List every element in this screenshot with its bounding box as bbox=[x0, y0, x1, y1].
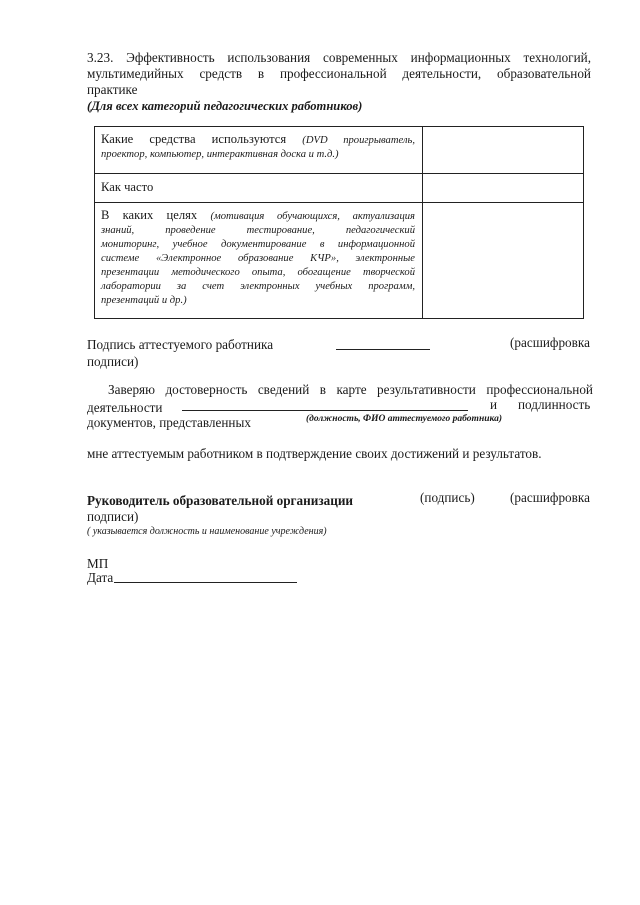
certification-line-2-start: деятельности bbox=[87, 400, 163, 415]
certification-line-1: Заверяю достоверность сведений в карте результативности профессиональной bbox=[108, 382, 593, 397]
head-title: Руководитель образовательной организации bbox=[87, 493, 354, 508]
technology-usage-table bbox=[94, 126, 584, 319]
section-title-line-3: практике bbox=[87, 82, 138, 97]
row-note: проектор, компьютер, интерактивная доска и т.д.) bbox=[101, 149, 339, 160]
table-row-divider bbox=[95, 173, 583, 174]
row-value bbox=[428, 207, 578, 315]
row-note: мониторинг, учебное документирование в информационной bbox=[101, 239, 415, 250]
stamp-label: МП bbox=[87, 556, 109, 571]
row-note: лаборатории за счет электронных учебных программ, bbox=[101, 281, 415, 292]
certification-line-2-end: и bbox=[490, 397, 498, 412]
head-decoding-cont: подписи) bbox=[87, 509, 139, 524]
certification-line-3-start: документов, представленных bbox=[87, 415, 251, 430]
row-label: Как часто bbox=[101, 180, 154, 194]
head-decoding-label: (расшифровка bbox=[510, 490, 590, 505]
head-signature-label: (подпись) bbox=[420, 490, 475, 505]
employee-signature-decoding: (расшифровка bbox=[510, 335, 590, 350]
row-note: презентации методического опыта, обогащение творческой bbox=[101, 267, 415, 278]
row-note: презентаций и др.) bbox=[101, 295, 187, 306]
certification-line-4: мне аттестуемым работником в подтверждение своих достижений и результатов. bbox=[87, 446, 542, 461]
row-label: Какие средства используются bbox=[101, 132, 287, 146]
date-line bbox=[114, 582, 297, 583]
table-row bbox=[101, 208, 415, 308]
employee-signature-label: Подпись аттестуемого работника bbox=[87, 337, 274, 352]
row-value bbox=[428, 131, 578, 169]
head-note: ( указывается должность и наименование учреждения) bbox=[87, 526, 327, 537]
certification-line-2-tail: подлинность bbox=[518, 397, 591, 412]
category-note: (Для всех категорий педагогических работников) bbox=[87, 99, 363, 113]
certification-position-note: (должность, ФИО аттестуемого работника) bbox=[306, 414, 502, 424]
row-note: (мотивация обучающихся, актуализация bbox=[210, 211, 415, 222]
employee-position-line bbox=[182, 410, 468, 411]
table-column-divider bbox=[422, 127, 423, 318]
row-value bbox=[428, 178, 578, 200]
employee-signature-decoding-cont: подписи) bbox=[87, 354, 139, 369]
row-note: знаний, проведение тестирование, педагогический bbox=[101, 225, 415, 236]
row-label: В каких целях bbox=[101, 208, 198, 222]
table-row bbox=[101, 132, 415, 162]
date-label: Дата bbox=[87, 570, 114, 585]
section-title-line-1: 3.23. Эффективность использования современных информационных технологий, bbox=[87, 50, 591, 65]
section-title-line-2: мультимедийных средств в профессиональной деятельности, образовательной bbox=[87, 66, 591, 81]
row-note: (DVD проигрыватель, bbox=[302, 135, 415, 146]
employee-signature-line bbox=[336, 349, 430, 350]
row-note: системе «Электронное образование КЧР», электронные bbox=[101, 253, 415, 264]
table-row-divider bbox=[95, 202, 583, 203]
table-row bbox=[101, 180, 415, 194]
